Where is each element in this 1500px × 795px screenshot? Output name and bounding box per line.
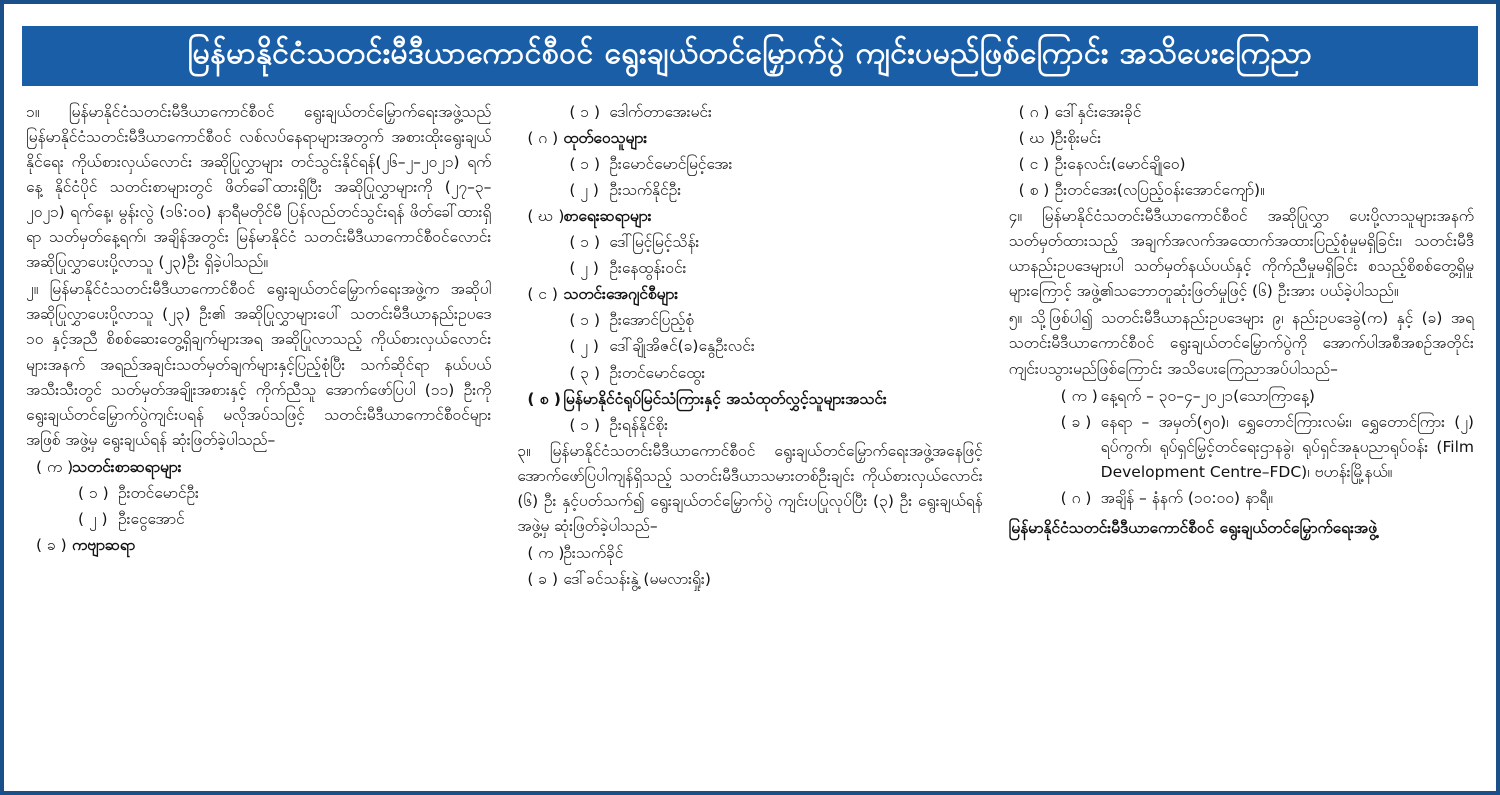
schedule-dash: – [1141,412,1150,431]
column-right [1009,100,1474,594]
item-marker: ( ခ ) [1060,412,1092,431]
item-name: ဦးတင်မောင်ဦး [118,484,199,503]
item-name: ဦးတင်မောင်ထွေး [609,363,706,382]
list-item [517,178,982,203]
group-heading-ga [517,126,982,151]
paragraph-4: ၄။ မြန်မာနိုင်ငံသတင်းမီဒီယာကောင်စီဝင် အဆိုပြုလွှာ ပေးပို့လာသူများအနက် သတ်မှတ်ထားသည့် အချက်အလက်အထောက်အထားပြည့်စုံမှုမရှိခြင်း၊ သတင်းမီဒီယာနည်းဥပဒေများပါ သတ်မှတ်နယ်ပယ်နှင့် ကိုက်ညီမှုမရှိခြင်း စသည့်စိစစ်တွေ့ရှိမှုများကြောင့် အဖွဲ့၏သဘောတူဆုံးဖြတ်မှုဖြင့် (၆) ဦးအား ပယ်ခဲ့ပါသည်။ [1008,206,1474,301]
group-marker: ( ခ ) [36,536,67,555]
list-item [517,334,982,359]
group-title: ကဗျာဆရာ [72,536,136,555]
group-title: မြန်မာနိုင်ငံရုပ်မြင်သံကြားနှင့် အသံထုတ်လွှင့်သူများအသင်း [563,389,887,408]
item-marker: ( စ ) [1018,180,1050,199]
group-marker: ( ဃ ) [527,206,565,225]
item-name: ဦးသက်နိုင်ဦး [609,180,682,199]
item-name: ဒေါ်မြင့်မြင့်သိန်း [609,233,700,252]
item-marker: ( ၁ ) [78,484,109,503]
item-name: ဦးအောင်ပြည့်စုံ [609,311,695,330]
group-marker: ( ဂ ) [527,128,559,147]
list-item [26,481,491,506]
group-heading-nnga [517,282,982,307]
item-marker: ( ၂ ) [569,180,599,199]
schedule-time-row [1009,486,1474,511]
schedule-date-row [1009,384,1474,409]
item-name: ဦးငွေအောင် [118,510,185,529]
item-marker: ( ၁ ) [569,233,600,252]
item-marker: ( က ) [527,544,565,563]
column-left [26,100,491,594]
list-item [517,230,982,255]
item-marker: ( ဂ ) [1060,489,1092,508]
group-marker: ( စ ) [527,389,562,408]
item-name: ဒေါက်တာအေးမင်း [609,102,712,121]
list-item [26,507,491,532]
item-marker: ( င ) [1018,154,1050,173]
item-name: ဦးနေလင်း(မောင်ချိုဝေ) [1054,154,1186,173]
schedule-dash: – [1146,386,1154,405]
item-name: ဦးတင်အေး(လပြည့်ဝန်းအောင်ကျော်)။ [1054,180,1265,199]
page-title: မြန်မာနိုင်ငံသတင်းမီဒီယာကောင်စီဝင် ရွေးချယ်တင်မြှောက်ပွဲ ကျင်းပမည်ဖြစ်ကြောင်း အသိပေးကြေညာ [22,26,1478,86]
item-name: ဦးနေထွန်းဝင်း [609,259,687,278]
candidate-item [1009,126,1474,151]
schedule-value: ၃၀–၄–၂၀၂၁(သောကြာနေ့) [1158,386,1315,405]
schedule-venue-row [1009,410,1474,485]
paragraph-5: ၅။ သို့ဖြစ်ပါ၍ သတင်းမီဒီယာနည်းဥပဒေများ ၉၊ နည်းဥပဒေခွဲ(က) နှင့် (ခ) အရ သတင်းမီဒီယာကောင်စီဝင် ရွေးချယ်တင်မြှောက်ပွဲကို အောက်ပါအစီအစဉ်အတိုင်း ကျင်းပသွားမည်ဖြစ်ကြောင်း အသိပေးကြေညာအပ်ပါသည်– [1008,309,1474,378]
item-name: ဦးမောင်မောင်မြင့်အေး [609,154,733,173]
item-marker: ( ၂ ) [78,510,108,529]
group-heading-kha [26,533,491,558]
group-marker: ( က ) [36,458,74,477]
item-name: ဒေါ်နှင်းအေးခိုင် [1054,102,1142,121]
candidate-item [1009,178,1474,203]
item-name: ဦးရန်နိုင်စိုး [609,415,669,434]
list-item [517,361,982,386]
group-title: ထုတ်ဝေသူများ [563,128,648,147]
list-item [517,413,982,438]
item-name: ဦးစိုးမင်း [1054,128,1102,147]
column-middle [517,100,982,594]
group-heading-ka [26,455,491,480]
item-name: ဒေါ်ချိုအိဇင်(ခ)နွေဦးလင်း [609,337,755,356]
item-marker: ( ၁ ) [569,415,600,434]
article-columns [0,86,1500,604]
paragraph-1: ၁။ မြန်မာနိုင်ငံသတင်းမီဒီယာကောင်စီဝင် ရွေးချယ်တင်မြှောက်ရေးအဖွဲ့သည် မြန်မာနိုင်ငံသတင်းမီဒီယာကောင်စီဝင် လစ်လပ်နေရာများအတွက် အစားထိုးရွေးချယ်နိုင်ရေး ကိုယ်စားလှယ်လောင်း အဆိုပြုလွှာများ တင်သွင်းနိုင်ရန်(၂၆–၂–၂၀၂၁) ရက်နေ့ နိုင်ငံပိုင် သတင်းစာများတွင် ဖိတ်ခေါ်ထားရှိပြီး အဆိုပြုလွှာများကို (၂၇–၃–၂၀၂၁) ရက်နေ့၊ မွန်းလွဲ (၁၆:၀၀) နာရီမတိုင်မီ ပြန်လည်တင်သွင်းရန် ဖိတ်ခေါ်ထားရှိရာ သတ်မှတ်နေ့ရက်၊ အချိန်အတွင်း မြန်မာနိုင်ငံ သတင်းမီဒီယာကောင်စီဝင်လောင်း အဆိုပြုလွှာပေးပို့လာသူ (၂၃)ဦး ရှိခဲ့ပါသည်။ [26,102,492,272]
schedule-value: အမှတ်(၅၀)၊ ရွှေတောင်ကြားလမ်း၊ ရွှေတောင်ကြား (၂) ရပ်ကွက်၊ ရုပ်ရှင်မြှင့်တင်ရေးဌာနခွဲ၊ ရုပ်ရှင်အနုပညာရုပ်ဝန်း (Film Development Centre–FDC)၊ ဗဟန်းမြို့နယ်။ [1100,412,1474,482]
schedule-label: အချိန် [1100,489,1135,508]
paragraph-2: ၂။ မြန်မာနိုင်ငံသတင်းမီဒီယာကောင်စီဝင် ရွေးချယ်တင်မြှောက်ရေးအဖွဲ့က အဆိုပါ အဆိုပြုလွှာပေးပို့လာသူ (၂၃) ဦး၏ အဆိုပြုလွှာများပေါ် သတင်းမီဒီယာနည်းဥပဒေ ၁၀ နှင့်အညီ စိစစ်ဆေးတွေ့ရှိချက်များအရ အဆိုပြုလာသည့် ကိုယ်စားလှယ်လောင်းများအနက် အရည်အချင်းသတ်မှတ်ချက်များနှင့်ပြည့်စုံပြီး သက်ဆိုင်ရာ နယ်ပယ်အသီးသီးတွင် သတ်မှတ်အချိုးအစားနှင့် ကိုက်ညီသူ အောက်ဖော်ပြပါ (၁၁) ဦးကို ရွေးချယ်တင်မြှောက်ပွဲကျင်းပရန် မလိုအပ်သဖြင့် သတင်းမီဒီယာကောင်စီဝင်များအဖြစ် အဖွဲ့မှ ရွေးချယ်ရန် ဆုံးဖြတ်ခဲ့ပါသည်– [26,280,492,449]
item-marker: ( ၃ ) [569,363,600,382]
candidate-item [517,567,982,592]
item-marker: ( ၁ ) [569,311,600,330]
group-title: သတင်းစာဆရာများ [72,458,182,477]
schedule-label: နေ့ရက် [1100,386,1142,405]
paragraph-3: ၃။ မြန်မာနိုင်ငံသတင်းမီဒီယာကောင်စီဝင် ရွေးချယ်တင်မြှောက်ရေးအဖွဲ့အနေဖြင့် အောက်ဖော်ပြပါကျန်ရှိသည့် သတင်းမီဒီယာသမားတစ်ဦးချင်း ကိုယ်စားလှယ်လောင်း (၆) ဦး နှင့်ပတ်သက်၍ ရွေးချယ်တင်မြှောက်ပွဲ ကျင်းပပြုလုပ်ပြီး (၃) ဦး ရွေးချယ်ရန် အဖွဲ့မှ ဆုံးဖြတ်ခဲ့ပါသည်– [517,441,983,536]
item-marker: ( ၂ ) [569,337,599,356]
item-marker: ( က ) [1060,386,1098,405]
group-title: စာရေးဆရာများ [563,206,652,225]
item-name: ဦးသက်ခိုင် [563,544,624,563]
item-marker: ( ၂ ) [569,259,599,278]
group-heading-nga [517,204,982,229]
group-marker: ( င ) [527,285,558,304]
signature-line: မြန်မာနိုင်ငံသတင်းမီဒီယာကောင်စီဝင် ရွေးချယ်တင်မြှောက်ရေးအဖွဲ့ [1008,519,1378,538]
item-marker: ( ၁ ) [569,154,600,173]
list-item [517,100,982,125]
candidate-item [1009,100,1474,125]
candidate-item [517,541,982,566]
candidate-item [1009,152,1474,177]
schedule-dash: – [1139,489,1147,508]
group-title: သတင်းအေဂျင်စီများ [563,285,679,304]
item-name: ဒေါ်ခင်သန်းနွဲ့ (မမလားရှိုး) [563,570,711,589]
list-item [517,256,982,281]
group-heading-sa [517,387,982,412]
list-item [517,152,982,177]
schedule-value: နံနက် (၁၀:၀၀) နာရီ။ [1151,489,1273,508]
list-item [517,308,982,333]
item-marker: ( ဃ ) [1018,128,1056,147]
item-marker: ( ခ ) [527,570,558,589]
schedule-label: နေရာ [1100,412,1133,431]
item-marker: ( ၁ ) [569,102,600,121]
item-marker: ( ဂ ) [1018,102,1050,121]
